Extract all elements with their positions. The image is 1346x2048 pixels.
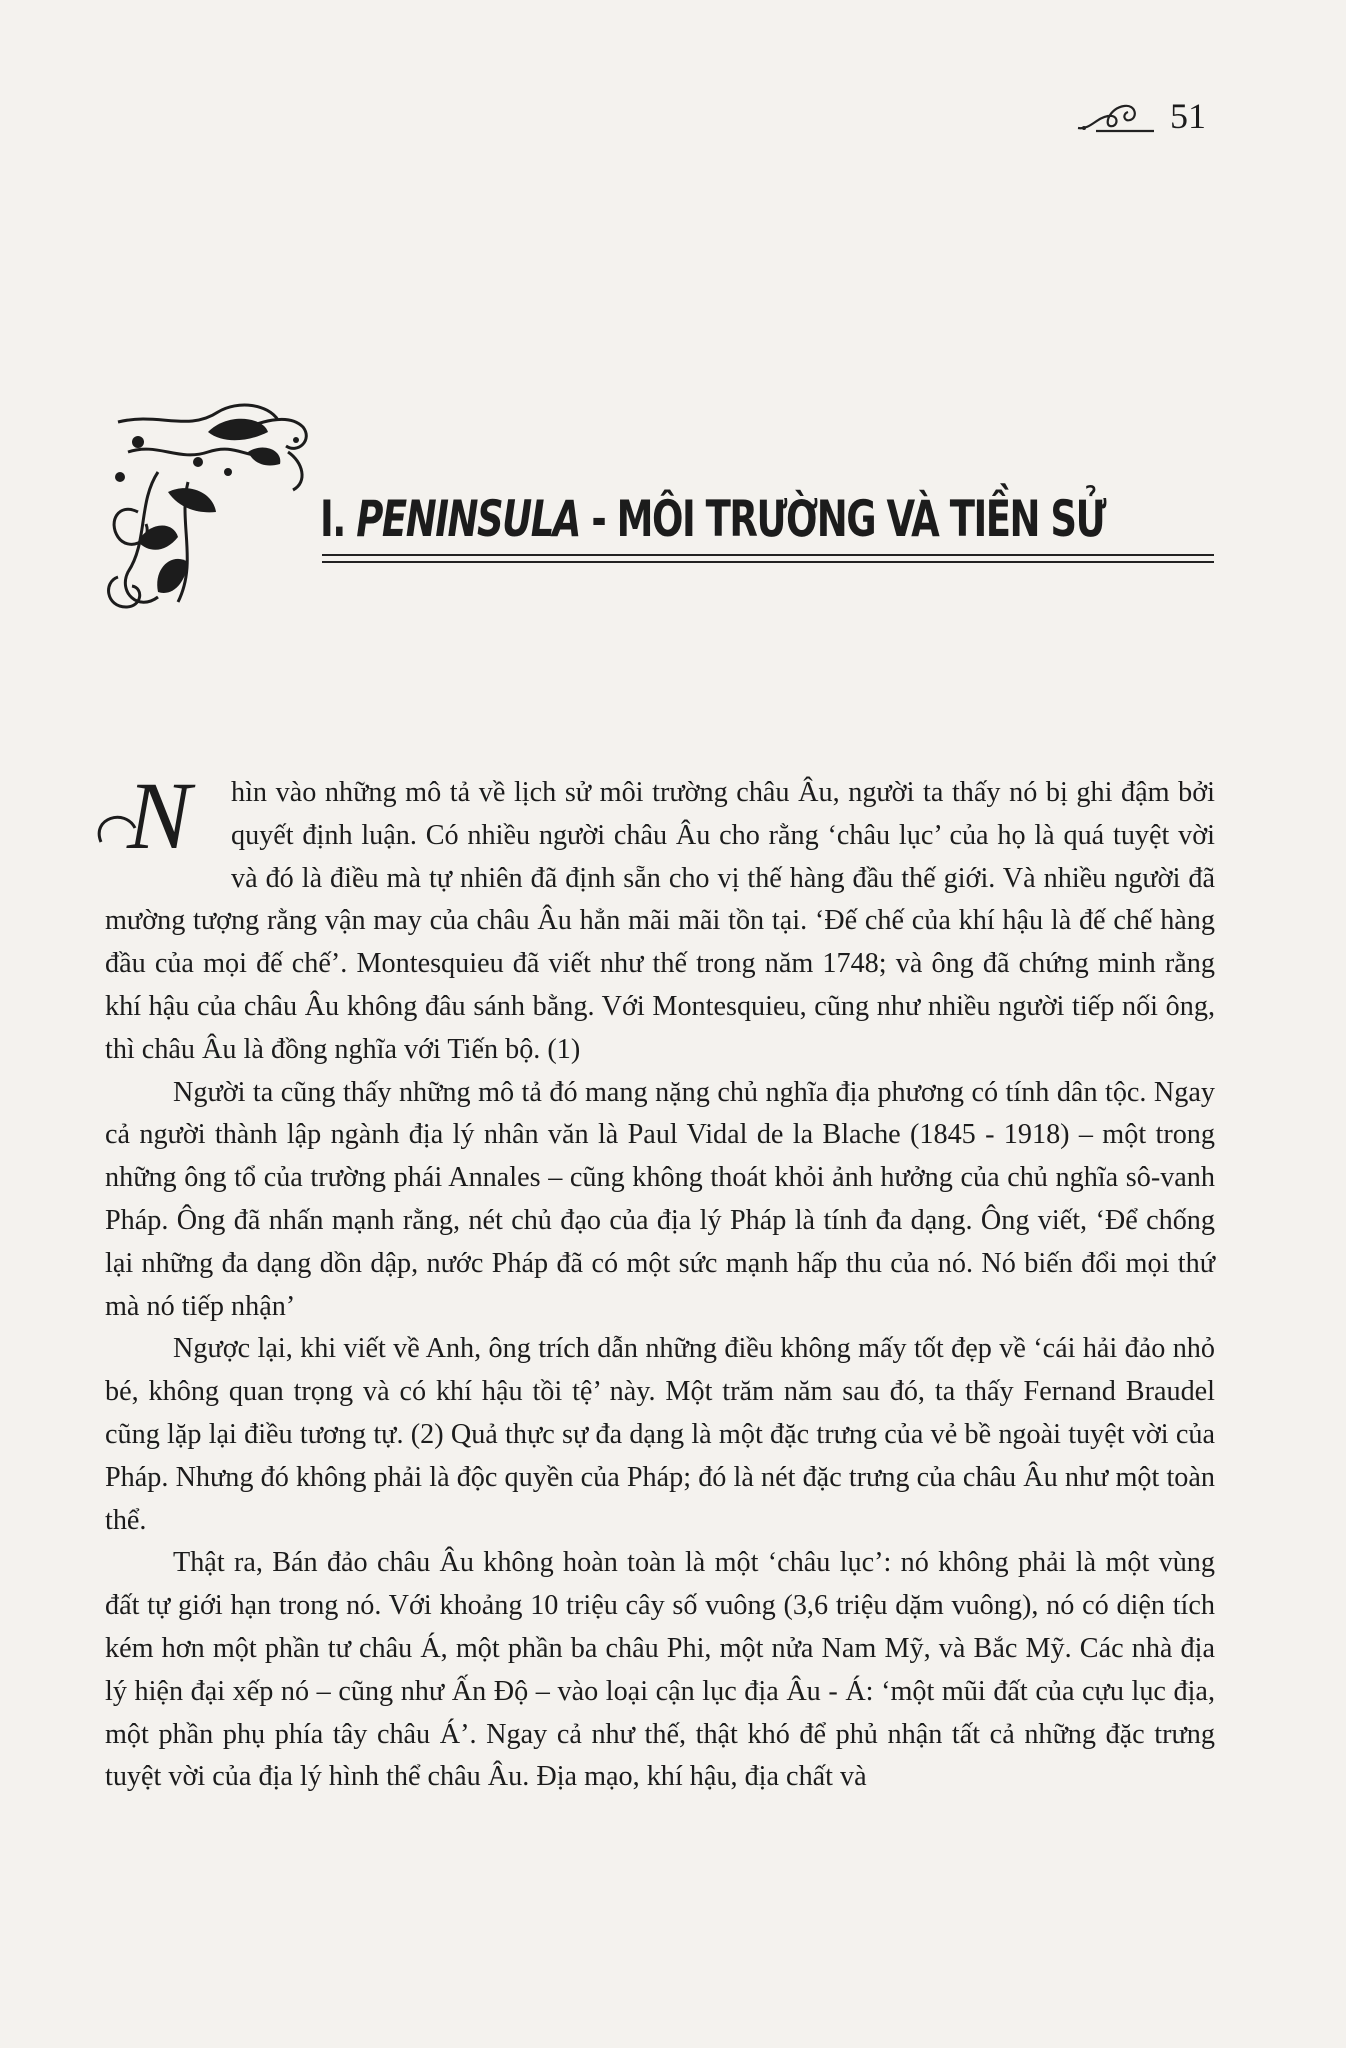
heading-double-rule — [322, 554, 1214, 563]
chapter-title-rest: MÔI TRƯỜNG VÀ TIỀN SỬ — [616, 490, 1106, 548]
paragraph: Ngược lại, khi viết về Anh, ông trích dẫn những điều không mấy tốt đẹp về ‘cái hải đảo nhỏ bé, không quan trọng và có khí hậu tồi tệ’ này. Một trăm năm sau đó, ta thấy Fernand Braudel cũng lặp lại điều tương tự. (2) Quả thực sự đa dạng là một đặc trưng của vẻ bề ngoài tuyệt vời của Pháp. Nhưng đó không phải là độc quyền của Pháp; đó là nét đặc trưng của châu Âu như một toàn thể. — [105, 1333, 1215, 1536]
paragraph: Thật ra, Bán đảo châu Âu không hoàn toàn là một ‘châu lục’: nó không phải là một vùng đất tự giới hạn trong nó. Với khoảng 10 triệu cây số vuông (3,6 triệu dặm vuông), nó có diện tích kém hơn một phần tư châu Á, một phần ba châu Phi, một nửa Nam Mỹ, và Bắc Mỹ. Các nhà địa lý hiện đại xếp nó – cũng như Ấn Độ – vào loại cận lục địa Âu - Á: ‘một mũi đất của cựu lục địa, một phần phụ phía tây châu Á’. Ngay cả như thế, thật khó để phủ nhận tất cả những đặc trưng tuyệt vời của địa lý hình thể châu Âu. Địa mạo, khí hậu, địa chất và — [105, 1547, 1215, 1793]
page-number: 51 — [1170, 96, 1206, 136]
floral-corner-ornament-icon — [98, 392, 330, 624]
chapter-title-word: PENINSULA — [356, 490, 580, 548]
paragraph: N hìn vào những mô tả về lịch sử môi trường châu Âu, người ta thấy nó bị ghi đậm bởi quyết định luận. Có nhiều người châu Âu cho rằng ‘châu lục’ của họ là quá tuyệt vời và đó là điều mà tự nhiên đã định sẵn cho vị thế hàng đầu thế giới. Và nhiều người đã mường tượng rằng vận may của châu Âu hẳn mãi mãi tồn tại. ‘Đế chế của khí hậu là đế chế hàng đầu của mọi đế chế’. Montesquieu đã viết như thế trong năm 1748; và ông đã chứng minh rằng khí hậu của châu Âu không đâu sánh bằng. Với Montesquieu, cũng như nhiều người tiếp nối ông, thì châu Âu là đồng nghĩa với Tiến bộ. (1) — [105, 772, 1215, 1072]
svg-text:N: N — [126, 768, 192, 864]
paragraph: Người ta cũng thấy những mô tả đó mang nặng chủ nghĩa địa phương có tính dân tộc. Ngay cả người thành lập ngành địa lý nhân văn là Paul Vidal de la Blache (1845 - 1918) – một trong những ông tổ của trường phái Annales – cũng không thoát khỏi ảnh hưởng của chủ nghĩa sô-vanh Pháp. Ông đã nhấn mạnh rằng, nét chủ đạo của địa lý Pháp là tính đa dạng. Ông viết, ‘Để chống lại những đa dạng dồn dập, nước Pháp đã có một sức mạnh hấp thu của nó. Nó biến đổi mọi thứ mà nó tiếp nhận’ — [105, 1076, 1215, 1322]
chapter-number: I. — [320, 490, 345, 548]
swirl-ornament-icon — [1076, 98, 1156, 134]
chapter-heading — [320, 490, 1106, 548]
chapter-title-separator: - — [591, 490, 606, 548]
body-text — [105, 768, 1215, 1799]
drop-cap-n — [95, 768, 223, 864]
page-header — [1076, 98, 1206, 134]
